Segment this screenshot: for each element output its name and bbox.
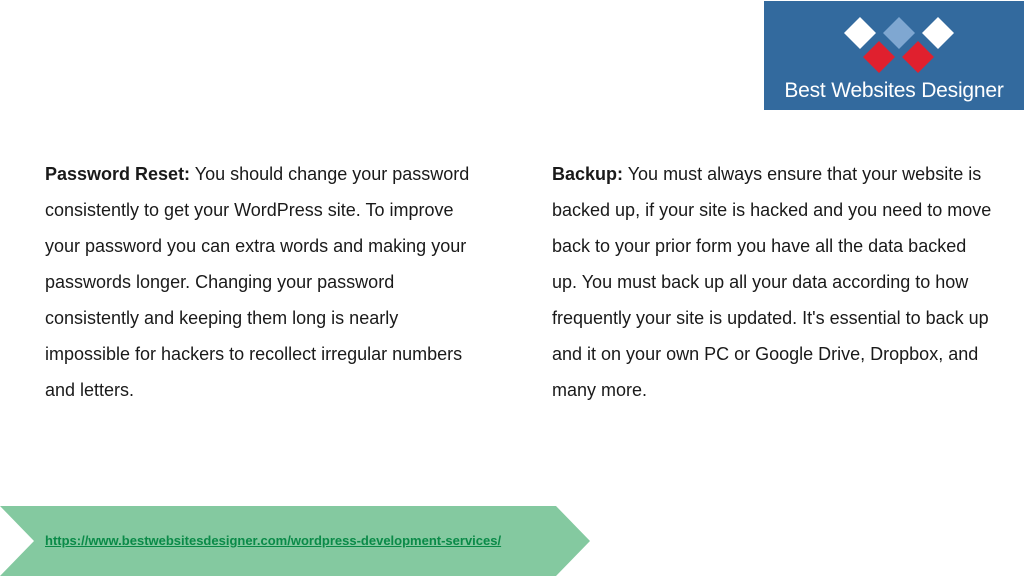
- logo-text: Best Websites Designer: [784, 79, 1004, 102]
- brand-logo[interactable]: [764, 1, 1024, 110]
- diamond-logo-icon: [764, 1, 1024, 81]
- footer-banner: [0, 506, 590, 576]
- password-reset-paragraph: [45, 156, 485, 408]
- website-link[interactable]: https://www.bestwebsitesdesigner.com/wordpress-development-services/: [45, 533, 502, 548]
- backup-paragraph: [552, 156, 992, 408]
- backup-heading: Backup:: [552, 164, 624, 184]
- password-reset-body: You should change your password consistently to get your WordPress site. To improve your password you can extra words and making your passwords longer. Changing your password consistently and keeping them long is nearly impossible for hackers to recollect irregular numbers and letters.: [45, 164, 470, 400]
- password-reset-heading: Password Reset:: [45, 164, 191, 184]
- backup-body: You must always ensure that your website is backed up, if your site is hacked and you need to move back to your prior form you have all the data backed up. You must back up all your data according to how frequently your site is updated. It's essential to back up and it on your own PC or Google Drive, Dropbox, and many more.: [552, 164, 992, 400]
